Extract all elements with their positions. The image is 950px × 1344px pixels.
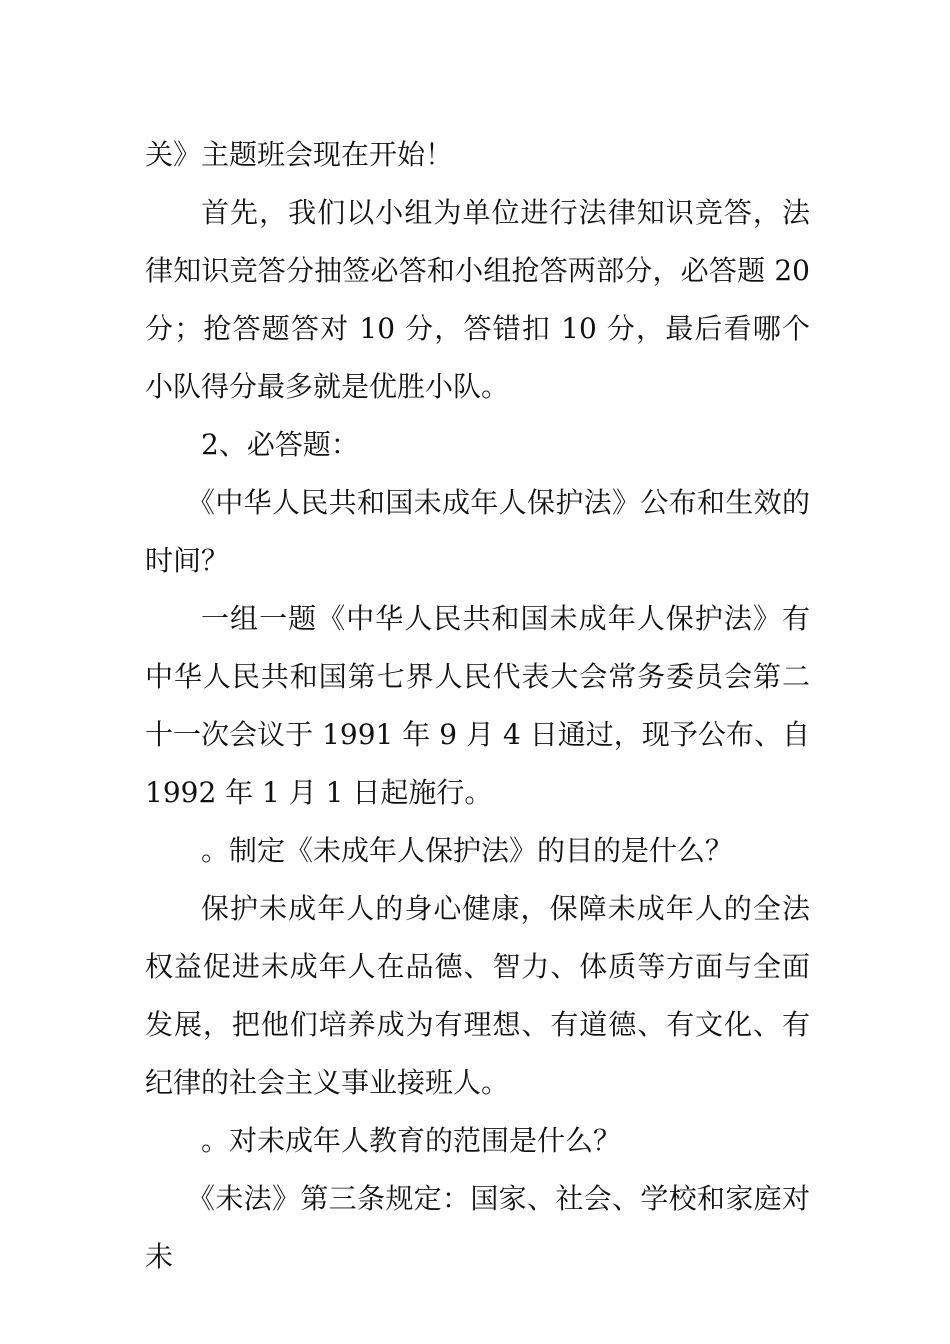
paragraph-question-1: 《中华人民共和国未成年人保护法》公布和生效的时间？	[145, 486, 810, 577]
paragraph-question-3: 。对未成年人教育的范围是什么？	[201, 1124, 622, 1157]
paragraph-question-2: 。制定《未成年人保护法》的目的是什么？	[201, 834, 734, 867]
document-body	[145, 126, 810, 1286]
paragraph-answer-2: 保护未成年人的身心健康，保障未成年人的全法权益促进未成年人在品德、智力、体质等方面与全面发展，把他们培养成为有理想、有道德、有文化、有纪律的社会主义事业接班人。	[145, 892, 810, 1099]
paragraph-answer-1: 一组一题《中华人民共和国未成年人保护法》有中华人民共和国第七界人民代表大会常务委员会第二十一次会议于 1991 年 9 月 4 日通过，现予公布、自 1992 年 1 月 1 日起施行。	[145, 602, 810, 809]
paragraph-section-heading: 2、必答题：	[201, 428, 359, 461]
paragraph-competition-rules: 首先，我们以小组为单位进行法律知识竞答，法律知识竞答分抽签必答和小组抢答两部分，必答题 20 分；抢答题答对 10 分，答错扣 10 分，最后看哪个小队得分最多就是优胜小队。	[145, 196, 810, 403]
paragraph-answer-3: 《未法》第三条规定：国家、社会、学校和家庭对未	[145, 1182, 810, 1273]
paragraph-opening: 关》主题班会现在开始！	[145, 138, 454, 171]
